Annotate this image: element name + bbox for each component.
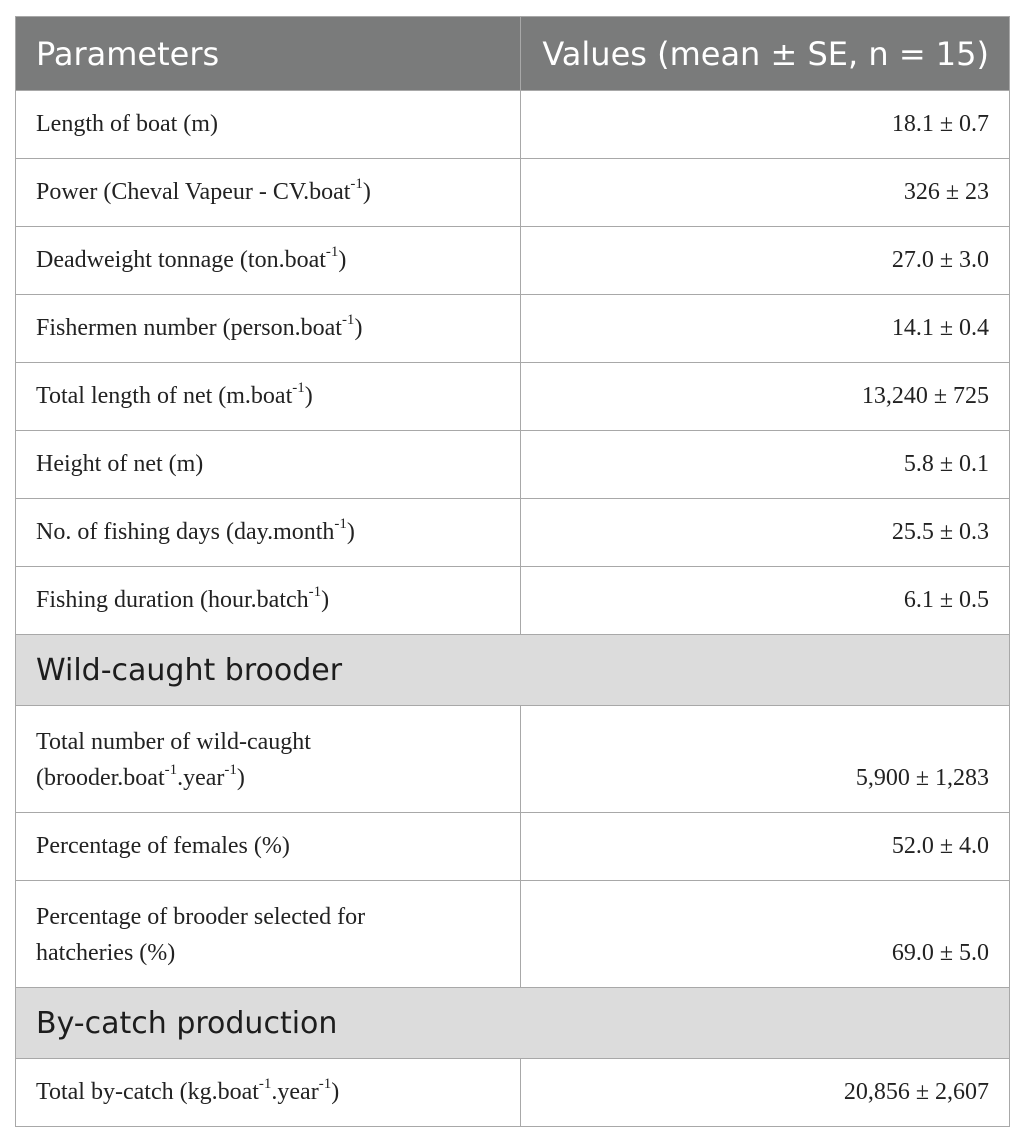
row-label	[16, 295, 521, 363]
row-label	[16, 499, 521, 567]
table-row	[16, 706, 1010, 813]
table-row	[16, 295, 1010, 363]
label-text: )	[331, 1079, 340, 1105]
label-text: Total by-catch (kg.boat	[36, 1079, 259, 1105]
label-text: Fishing duration (hour.batch	[36, 587, 309, 613]
superscript: -1	[325, 244, 339, 260]
row-label: Length of boat (m)	[16, 91, 521, 159]
superscript: -1	[164, 762, 178, 778]
label-text: Total length of net (m.boat	[36, 383, 293, 409]
table-row	[16, 363, 1010, 431]
table-header-row	[16, 17, 1010, 91]
superscript: -1	[292, 380, 305, 396]
label-text: Total number of wild-caught	[36, 729, 311, 755]
superscript: -1	[308, 584, 322, 600]
superscript: -1	[334, 516, 347, 532]
row-value: 20,856 ± 2,607	[521, 1059, 1010, 1127]
section-title: Wild-caught brooder	[16, 635, 1010, 706]
table-row	[16, 1059, 1010, 1127]
label-text: .year	[271, 1079, 319, 1105]
parameters-table	[15, 16, 1010, 1127]
row-value: 14.1 ± 0.4	[521, 295, 1010, 363]
table-row	[16, 881, 1010, 988]
row-value: 5.8 ± 0.1	[521, 431, 1010, 499]
row-label	[16, 159, 521, 227]
superscript: -1	[318, 1076, 332, 1092]
label-text: )	[236, 765, 245, 791]
row-label: Percentage of females (%)	[16, 813, 521, 881]
label-text: Fishermen number (person.boat	[36, 315, 342, 341]
label-text: Power (Cheval Vapeur - CV.boat	[36, 179, 351, 205]
label-text: )	[338, 247, 347, 273]
row-value: 6.1 ± 0.5	[521, 567, 1010, 635]
row-value: 27.0 ± 3.0	[521, 227, 1010, 295]
superscript: -1	[350, 176, 363, 192]
superscript: -1	[258, 1076, 272, 1092]
section-header-wild-caught	[16, 635, 1010, 706]
table-row	[16, 499, 1010, 567]
row-value: 25.5 ± 0.3	[521, 499, 1010, 567]
table-row	[16, 567, 1010, 635]
table-row	[16, 159, 1010, 227]
row-label	[16, 363, 521, 431]
label-text: )	[362, 179, 371, 205]
row-value: 18.1 ± 0.7	[521, 91, 1010, 159]
superscript: -1	[224, 762, 237, 778]
row-value: 326 ± 23	[521, 159, 1010, 227]
header-values: Values (mean ± SE, n = 15)	[521, 17, 1010, 91]
label-text: )	[346, 519, 355, 545]
label-text: (brooder.boat	[36, 765, 165, 791]
label-text: .year	[177, 765, 225, 791]
row-label: Height of net (m)	[16, 431, 521, 499]
label-text: No. of fishing days (day.month	[36, 519, 335, 545]
label-text: )	[321, 587, 330, 613]
label-text: Percentage of brooder selected for	[36, 904, 366, 930]
row-value: 5,900 ± 1,283	[521, 706, 1010, 813]
header-parameters: Parameters	[16, 17, 521, 91]
superscript: -1	[341, 312, 355, 328]
row-label	[16, 706, 521, 813]
row-value: 13,240 ± 725	[521, 363, 1010, 431]
row-label	[16, 567, 521, 635]
section-title: By-catch production	[16, 988, 1010, 1059]
table-row	[16, 431, 1010, 499]
table-row	[16, 91, 1010, 159]
table-row	[16, 227, 1010, 295]
label-text: )	[354, 315, 363, 341]
row-label	[16, 881, 521, 988]
section-header-by-catch	[16, 988, 1010, 1059]
label-text: Deadweight tonnage (ton.boat	[36, 247, 326, 273]
row-label	[16, 227, 521, 295]
label-text: hatcheries (%)	[36, 940, 176, 966]
row-value: 52.0 ± 4.0	[521, 813, 1010, 881]
row-label	[16, 1059, 521, 1127]
label-text: )	[304, 383, 313, 409]
table-row	[16, 813, 1010, 881]
row-value: 69.0 ± 5.0	[521, 881, 1010, 988]
